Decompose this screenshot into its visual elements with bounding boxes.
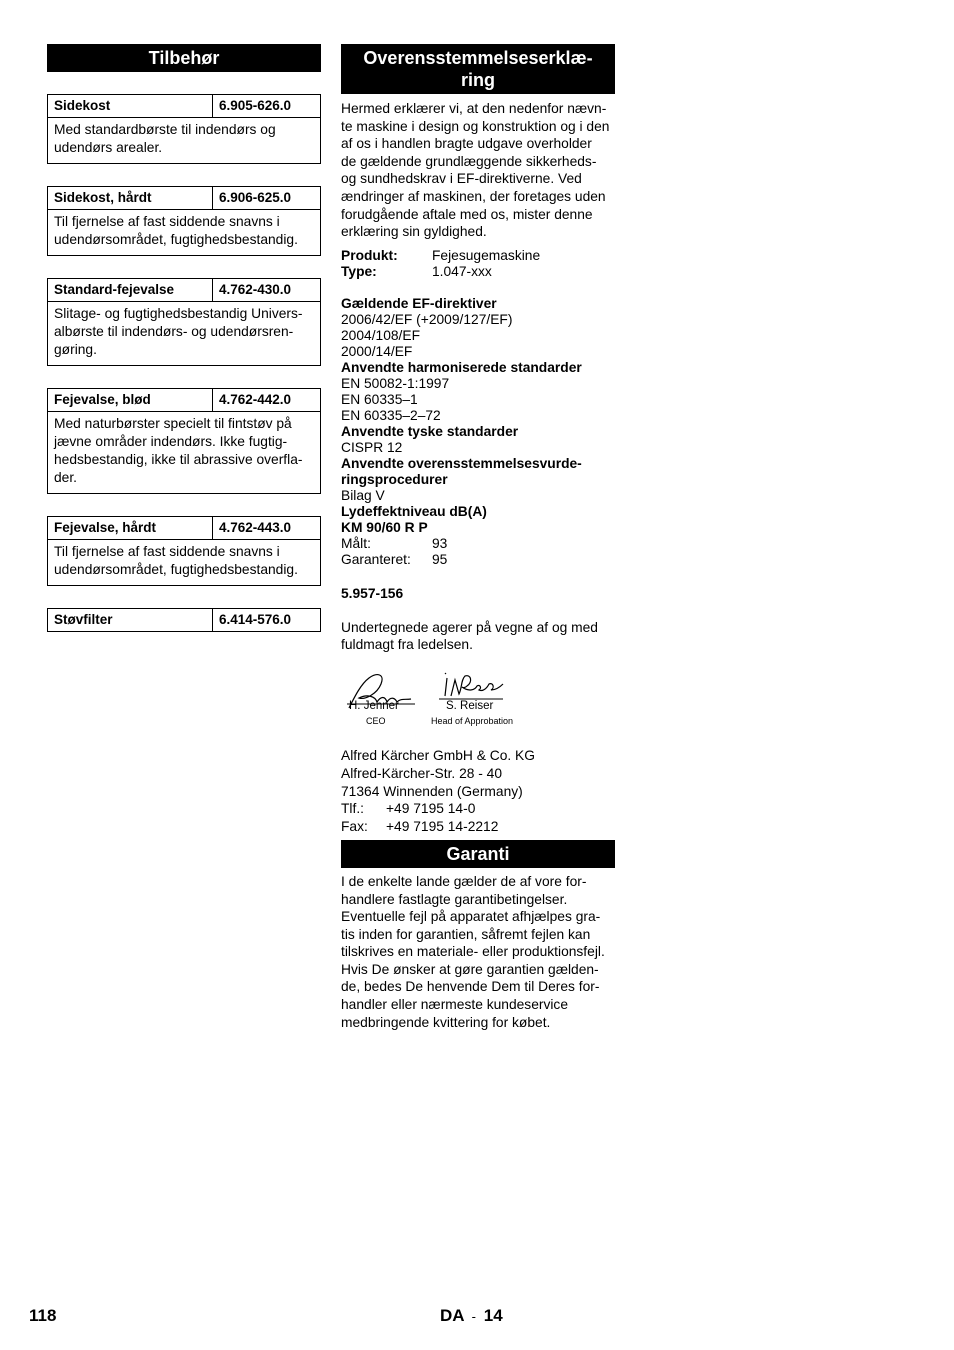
accessory-header xyxy=(48,95,320,118)
accessory-name: Standard-fejevalse xyxy=(48,279,213,301)
ef-item: 2000/14/EF xyxy=(341,343,413,359)
declaration-intro: Hermed erklærer vi, at den nedenfor nævn- te maskine i design og konstruktion og i den af os i handlen bragte udgave overholder de gældende grundlæggende sikkerheds- og sundhedskrav i EF-direktiverne. Ved ændringer af maskinen, der foretages uden forudgående aftale med os, mister denne erklæring sin gyldighed. xyxy=(341,101,610,240)
signatory-name: S. Reiser xyxy=(446,699,494,712)
accessory-table xyxy=(47,608,321,632)
measured-value: 93 xyxy=(432,535,448,551)
german-standard-item: CISPR 12 xyxy=(341,439,403,455)
accessory-name: Sidekost xyxy=(48,95,213,117)
page-number: 118 xyxy=(29,1306,57,1325)
accessory-code: 6.905-626.0 xyxy=(219,98,292,113)
company-line: 71364 Winnenden (Germany) xyxy=(341,783,523,799)
footer-separator: - xyxy=(471,1309,477,1324)
signatory-role: Head of Approbation xyxy=(431,715,514,726)
guaranteed-row xyxy=(341,552,615,568)
fax-value: +49 7195 14-2212 xyxy=(386,819,499,835)
declaration-title: Overensstemmelseserklæ- ring xyxy=(341,44,615,94)
model-name: KM 90/60 R P xyxy=(341,519,428,535)
warranty-text: I de enkelte lande gælder de af vore for- handlere fastlagte garantibetingelser. Eventuelle fejl på apparatet afhjælpes gra- tis inden for garantien, såfremt fejlen kan tilskrives en materiale- eller produktionsfejl. Hvis De ønsker at gøre garantien gælden- de, bedes De henvende Dem til Deres for- handler eller nærmeste kundeservice medbringende kvittering for købet. xyxy=(341,873,605,1030)
company-line: Alfred Kärcher GmbH & Co. KG xyxy=(341,747,535,763)
harmonised-item: EN 50082-1:1997 xyxy=(341,375,450,391)
measured-row xyxy=(341,536,615,552)
sound-level-heading: Lydeffektniveau dB(A) xyxy=(341,503,487,519)
accessory-name: Sidekost, hårdt xyxy=(48,187,213,209)
procedure-item: Bilag V xyxy=(341,487,385,503)
accessory-description: Til fjernelse af fast siddende snavns i udendørsområdet, fugtighedsbestandig. xyxy=(54,214,298,247)
harmonised-item: EN 60335–1 xyxy=(341,391,418,407)
accessory-description: Slitage- og fugtighedsbestandig Univers- albørste til indendørs- og udendørsren- gøring. xyxy=(54,306,303,357)
accessory-code: 6.906-625.0 xyxy=(219,190,292,205)
ef-item: 2006/42/EF (+2009/127/EF) xyxy=(341,311,513,327)
declaration-column xyxy=(341,44,615,1031)
accessories-column xyxy=(47,44,321,632)
type-row xyxy=(341,264,615,280)
signatory-role: CEO xyxy=(366,715,386,726)
accessory-name: Fejevalse, blød xyxy=(48,389,213,411)
company-line: Alfred-Kärcher-Str. 28 - 40 xyxy=(341,765,503,781)
product-row xyxy=(341,248,615,264)
harmonised-item: EN 60335–2–72 xyxy=(341,407,441,423)
ef-item: 2004/108/EF xyxy=(341,327,421,343)
guaranteed-label: Garanteret: xyxy=(341,551,411,567)
fax-row xyxy=(341,818,615,836)
document-number: 5.957-156 xyxy=(341,585,404,601)
accessory-code: 4.762-442.0 xyxy=(219,392,292,407)
accessory-table xyxy=(47,278,321,366)
product-value: Fejesugemaskine xyxy=(432,247,541,263)
phone-value: +49 7195 14-0 xyxy=(386,801,476,817)
type-label: Type: xyxy=(341,263,377,279)
accessory-header xyxy=(48,187,320,210)
accessory-header xyxy=(48,609,320,631)
accessory-code: 4.762-430.0 xyxy=(219,282,292,297)
accessory-table xyxy=(47,388,321,494)
guaranteed-value: 95 xyxy=(432,551,448,567)
ef-heading: Gældende EF-direktiver xyxy=(341,295,497,311)
product-label: Produkt: xyxy=(341,247,398,263)
accessory-table xyxy=(47,186,321,256)
accessory-header xyxy=(48,279,320,302)
accessory-header xyxy=(48,389,320,412)
signing-text: Undertegnede agerer på vegne af og med fuldmagt fra ledelsen. xyxy=(341,619,598,653)
accessory-description: Til fjernelse af fast siddende snavns i udendørsområdet, fugtighedsbestandig. xyxy=(54,544,298,577)
phone-label: Tlf.: xyxy=(341,801,364,817)
german-standards-heading: Anvendte tyske standarder xyxy=(341,423,519,439)
measured-label: Målt: xyxy=(341,535,371,551)
accessory-header xyxy=(48,517,320,540)
accessory-table xyxy=(47,94,321,164)
accessory-description: Med naturbørster specielt til fintstøv på jævne områder indendørs. Ikke fugtig- hedsbestandig, ikke til abrassive overfla- der. xyxy=(54,416,303,485)
accessory-name: Fejevalse, hårdt xyxy=(48,517,213,539)
accessory-code: 4.762-443.0 xyxy=(219,520,292,535)
warranty-title: Garanti xyxy=(341,840,615,868)
accessories-title: Tilbehør xyxy=(47,44,321,72)
signature-block xyxy=(341,666,615,730)
harmonised-heading: Anvendte harmoniserede standarder xyxy=(341,359,582,375)
section-page-label xyxy=(440,1306,503,1326)
type-value: 1.047-xxx xyxy=(432,263,492,279)
procedures-heading: Anvendte overensstemmelsesvurde- ringsprocedurer xyxy=(341,455,582,487)
accessory-name: Støvfilter xyxy=(48,609,213,631)
accessory-description: Med standardbørste til indendørs og udendørs arealer. xyxy=(54,122,276,155)
language-code: DA xyxy=(440,1306,464,1325)
accessory-code: 6.414-576.0 xyxy=(219,612,292,627)
signatory-name: H. Jenner xyxy=(349,699,399,712)
phone-row xyxy=(341,800,615,818)
section-page-number: 14 xyxy=(483,1306,503,1325)
accessory-table xyxy=(47,516,321,586)
fax-label: Fax: xyxy=(341,819,368,835)
